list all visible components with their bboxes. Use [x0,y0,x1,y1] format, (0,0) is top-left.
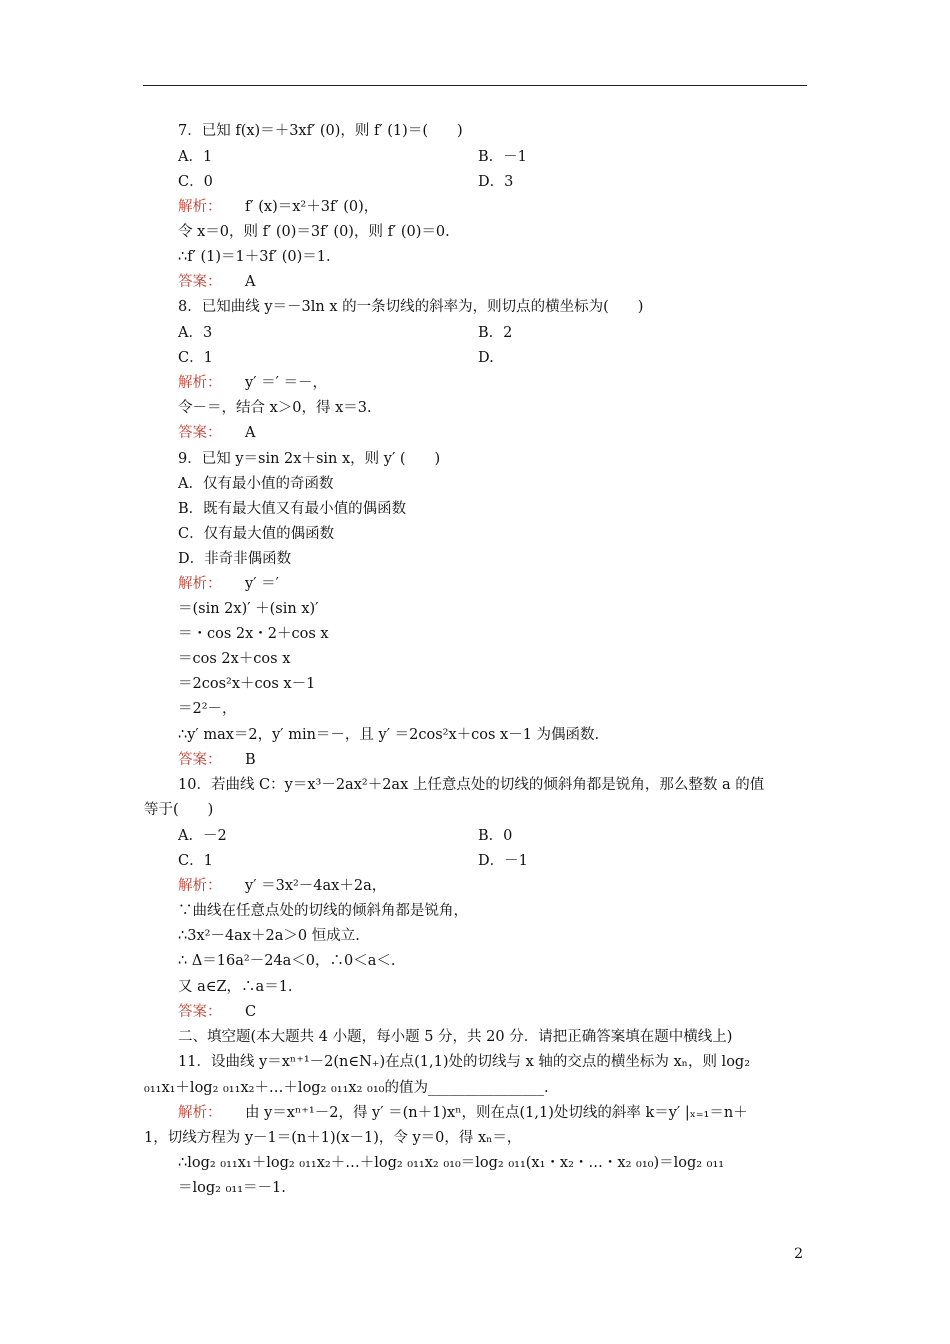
q9-analysis-line: ∴y′ max＝2，y′ min＝－，且 y′ ＝2cos²x＋cos x－1 为偶函数. [178,727,600,743]
q9-analysis-line: ＝2²－， [178,701,237,717]
q10-answer: C [245,1004,257,1020]
q8-analysis-label: 解析： [178,375,222,391]
q7-answer: A [245,274,256,290]
q7-stem: 7．已知 f(x)＝＋3xf′ (0)，则 f′ (1)＝( ) [178,123,463,139]
q8-option-c: C．1 [178,350,213,366]
q9-answer: B [245,752,256,768]
q10-analysis-line: ∴ Δ＝16a²－24a＜0，∴0＜a＜. [178,953,396,969]
q11-stem: 11．设曲线 y＝xⁿ⁺¹－2(n∈N₊)在点(1,1)处的切线与 x 轴的交点的横坐标为 xₙ，则 log₂ [178,1054,751,1070]
q10-analysis-line: ∴3x²－4ax＋2a＞0 恒成立. [178,928,360,944]
q7-analysis-line: 令 x＝0，则 f′ (0)＝3f′ (0)，则 f′ (0)＝0. [178,224,450,240]
q9-analysis-line: ＝2cos²x＋cos x－1 [178,676,316,692]
q9-analysis-line: ＝cos 2x＋cos x [178,651,291,667]
q9-analysis-line: ＝・cos 2x・2＋cos x [178,626,329,642]
q10-analysis-line: ∵曲线在任意点处的切线的倾斜角都是锐角， [178,903,468,919]
q7-answer-label: 答案： [178,274,222,290]
q7-option-d: D．3 [478,174,514,190]
section-heading: 二、填空题(本大题共 4 小题，每小题 5 分，共 20 分．请把正确答案填在题中横线上) [178,1029,733,1045]
q9-analysis-line: ＝(sin 2x)′ ＋(sin x)′ [178,601,319,617]
q9-option-b: B．既有最大值又有最小值的偶函数 [178,501,407,517]
q10-option-b: B．0 [478,828,513,844]
q11-analysis-line: 由 y＝xⁿ⁺¹－2，得 y′ ＝(n＋1)xⁿ，则在点(1,1)处切线的斜率 k＝y′ |ₓ₌₁＝n＋ [245,1105,748,1121]
q8-option-a: A．3 [178,325,213,341]
q9-stem: 9．已知 y＝sin 2x＋sin x，则 y′ ( ) [178,451,441,467]
q7-option-b: B．－1 [478,149,527,165]
q10-option-c: C．1 [178,853,213,869]
q10-stem: 10．若曲线 C：y＝x³－2ax²＋2ax 上任意点处的切线的倾斜角都是锐角，那么整数 a 的值 [178,777,765,793]
q7-option-a: A．1 [178,149,213,165]
q9-option-a: A．仅有最小值的奇函数 [178,476,334,492]
q11-analysis-line: 1，切线方程为 y－1＝(n＋1)(x－1)，令 y＝0，得 xₙ＝， [144,1130,522,1146]
q10-option-a: A．－2 [178,828,227,844]
q10-analysis-label: 解析： [178,878,222,894]
q8-answer: A [245,425,256,441]
q10-analysis-line: y′ ＝3x²－4ax＋2a， [245,878,387,894]
q8-analysis-line: 令－＝，结合 x＞0，得 x＝3. [178,400,372,416]
page-number: 2 [794,1246,803,1262]
q9-answer-label: 答案： [178,752,222,768]
q10-stem-cont: 等于( ) [144,802,214,818]
q9-analysis-label: 解析： [178,576,222,592]
q7-option-c: C．0 [178,174,213,190]
q8-analysis-line: y′ ＝′ ＝－， [245,375,327,391]
q7-analysis-label: 解析： [178,199,222,215]
q11-stem-cont: ₀₁₁x₁＋log₂ ₀₁₁x₂＋…＋log₂ ₀₁₁x₂ ₀₁₀的值为________________. [144,1080,549,1096]
q8-answer-label: 答案： [178,425,222,441]
q11-analysis-line: ∴log₂ ₀₁₁x₁＋log₂ ₀₁₁x₂＋…＋log₂ ₀₁₁x₂ ₀₁₀＝log₂ ₀₁₁(x₁・x₂・…・x₂ ₀₁₀)＝log₂ ₀₁₁ [178,1155,725,1171]
q10-analysis-line: 又 a∈Z，∴a＝1. [178,979,293,995]
q8-option-d: D. [478,350,494,366]
q8-option-b: B．2 [478,325,513,341]
q7-analysis-line: ∴f′ (1)＝1＋3f′ (0)＝1. [178,249,331,265]
q10-option-d: D．－1 [478,853,528,869]
q11-analysis-line: ＝log₂ ₀₁₁＝－1. [178,1180,286,1196]
q9-analysis-line: y′ ＝′ [245,576,279,592]
q10-answer-label: 答案： [178,1004,222,1020]
q11-analysis-label: 解析： [178,1105,222,1121]
header-rule [143,85,807,86]
q9-option-c: C．仅有最大值的偶函数 [178,526,335,542]
q7-analysis-line: f′ (x)＝x²＋3f′ (0)， [245,199,379,215]
q8-stem: 8．已知曲线 y＝－3ln x 的一条切线的斜率为，则切点的横坐标为( ) [178,299,644,315]
q9-option-d: D．非奇非偶函数 [178,551,292,567]
